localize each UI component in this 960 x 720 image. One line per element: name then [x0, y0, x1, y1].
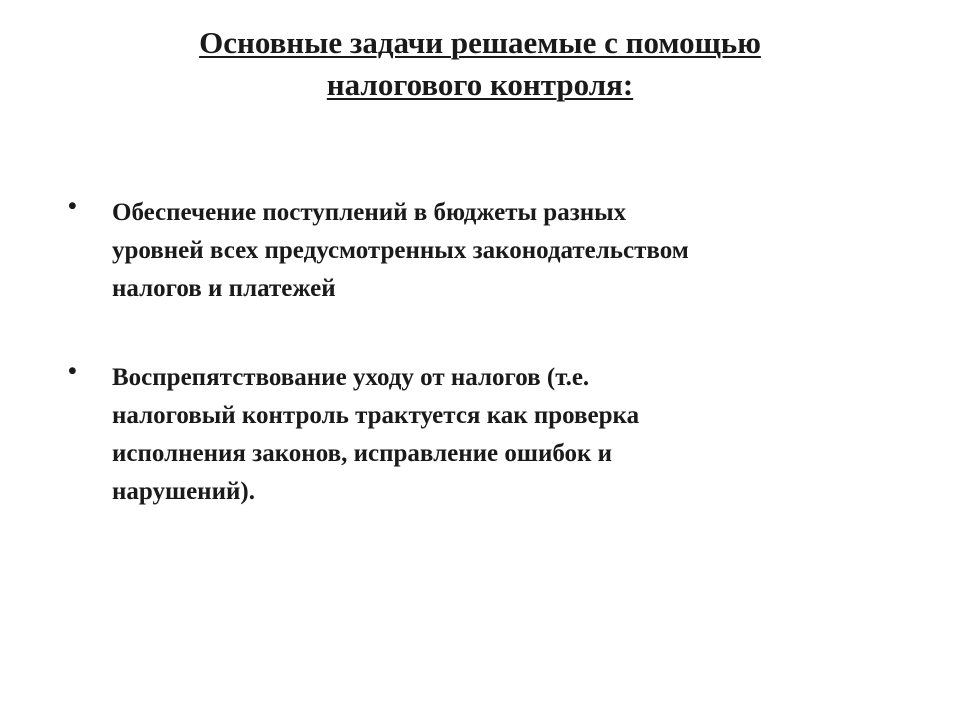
slide-title	[80, 22, 880, 106]
bullet-text-line: исполнения законов, исправление ошибок и	[112, 440, 613, 467]
bullet-text-line: налогов и платежей	[112, 275, 336, 302]
bullet-marker: •	[68, 193, 77, 220]
bullet-text-line: Воспрепятствование уходу от налогов (т.е.	[112, 364, 590, 391]
bullet-text-line: нарушений).	[112, 478, 255, 505]
bullet-list	[64, 194, 884, 562]
bullet-text-line: налоговый контроль трактуется как проверка	[112, 402, 640, 429]
bullet-marker: •	[68, 358, 77, 385]
bullet-item-tax-evasion	[64, 359, 884, 511]
bullet-item-budget-revenue	[64, 194, 884, 308]
bullet-text-line: Обеспечение поступлений в бюджеты разных	[112, 199, 627, 226]
bullet-text-line: уровней всех предусмотренных законодательством	[112, 237, 689, 264]
slide-title-line-2: налогового контроля:	[326, 67, 634, 102]
slide-title-line-1: Основные задачи решаемые с помощью	[199, 25, 761, 60]
